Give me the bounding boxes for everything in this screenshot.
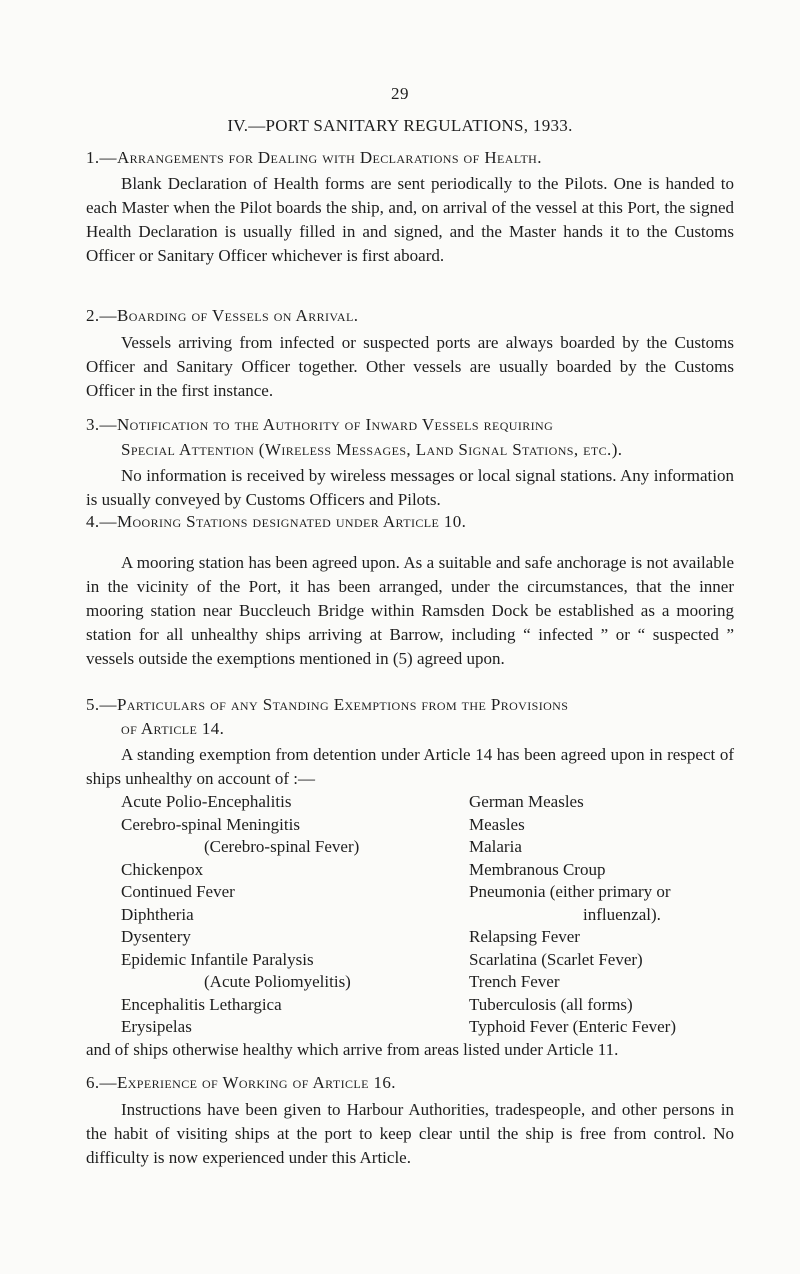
section-3-heading-line1: 3.—Notification to the Authority of Inward Vessels requiring <box>86 415 554 434</box>
section-2-body: Vessels arriving from infected or suspected ports are always boarded by the Customs Officer and Sanitary Officer together. Other vessels are usually boarded by the Customs Officer in the first instance. <box>86 333 734 400</box>
page-number: 29 <box>391 84 409 103</box>
disease-item: Acute Polio-Encephalitis <box>121 792 292 811</box>
section-1-heading: 1.—Arrangements for Dealing with Declarations of Health. <box>86 148 542 167</box>
section-5-heading-line2: of Article 14. <box>121 719 225 738</box>
disease-item: Membranous Croup <box>469 859 606 879</box>
section-5-footer: and of ships otherwise healthy which arrive from areas listed under Article 11. <box>86 1040 619 1059</box>
section-4-body: A mooring station has been agreed upon. As a suitable and safe anchorage is not available in the vicinity of the Port, it has been arranged, under the circumstances, that the inner mooring station near Buccleuch Bridge within Ramsden Dock be established as a mooring station for all unhealthy ships arriving at Barrow, including “ infected ” or “ suspected ” vessels outside the exemptions mentioned in (5) agreed upon. <box>86 553 734 668</box>
disease-item: Continued Fever <box>121 882 235 901</box>
section-3-heading-line2: Special Attention (Wireless Messages, Land Signal Stations, etc.). <box>121 440 623 459</box>
section-3-body: No information is received by wireless messages or local signal stations. Any information is usually conveyed by Customs Officers and Pilots. <box>86 466 734 509</box>
disease-item: German Measles <box>469 792 584 811</box>
disease-item: (Cerebro-spinal Fever) <box>204 837 360 856</box>
disease-list-right <box>469 791 676 1039</box>
disease-item: Epidemic Infantile Paralysis <box>121 949 314 969</box>
disease-item: Cerebro-spinal Meningitis <box>121 814 300 834</box>
disease-list-left <box>121 791 359 1039</box>
disease-item: Pneumonia (either primary or <box>469 882 671 901</box>
section-5-heading-line1: 5.—Particulars of any Standing Exemptions from the Provisions <box>86 695 569 714</box>
disease-item: Chickenpox <box>121 859 204 879</box>
section-1-body: Blank Declaration of Health forms are sent periodically to the Pilots. One is handed to each Master when the Pilot boards the ship, and, on arrival of the vessel at this Port, the signed Health Declaration is usually filled in and signed, and the Master hands it to the Customs Officer or Sanitary Officer whichever is first aboard. <box>86 174 734 265</box>
disease-item: influenzal). <box>583 904 661 924</box>
disease-item: Encephalitis Lethargica <box>121 994 282 1014</box>
disease-item: Trench Fever <box>469 972 560 991</box>
disease-item: Dysentery <box>121 927 191 946</box>
section-6-body: Instructions have been given to Harbour Authorities, tradespeople, and other persons in the habit of visiting ships at the port to keep clear until the ship is free from control. No difficulty is now experienced under this Article. <box>86 1100 734 1167</box>
disease-item: Erysipelas <box>121 1017 192 1036</box>
disease-item: Typhoid Fever (Enteric Fever) <box>469 1017 676 1036</box>
disease-item: Relapsing Fever <box>469 927 580 946</box>
disease-item: Malaria <box>469 837 522 856</box>
disease-item: Tuberculosis (all forms) <box>469 994 633 1014</box>
section-4-heading: 4.—Mooring Stations designated under Article 10. <box>86 512 467 531</box>
disease-item: (Acute Poliomyelitis) <box>204 972 351 991</box>
section-2-heading: 2.—Boarding of Vessels on Arrival. <box>86 306 359 325</box>
disease-item: Diphtheria <box>121 904 194 924</box>
disease-item: Scarlatina (Scarlet Fever) <box>469 949 643 969</box>
section-5-body: A standing exemption from detention under Article 14 has been agreed upon in respect of ships unhealthy on account of :— <box>86 745 734 788</box>
disease-item: Measles <box>469 814 525 834</box>
section-6-heading: 6.—Experience of Working of Article 16. <box>86 1073 396 1092</box>
page-title: IV.—PORT SANITARY REGULATIONS, 1933. <box>227 116 573 135</box>
